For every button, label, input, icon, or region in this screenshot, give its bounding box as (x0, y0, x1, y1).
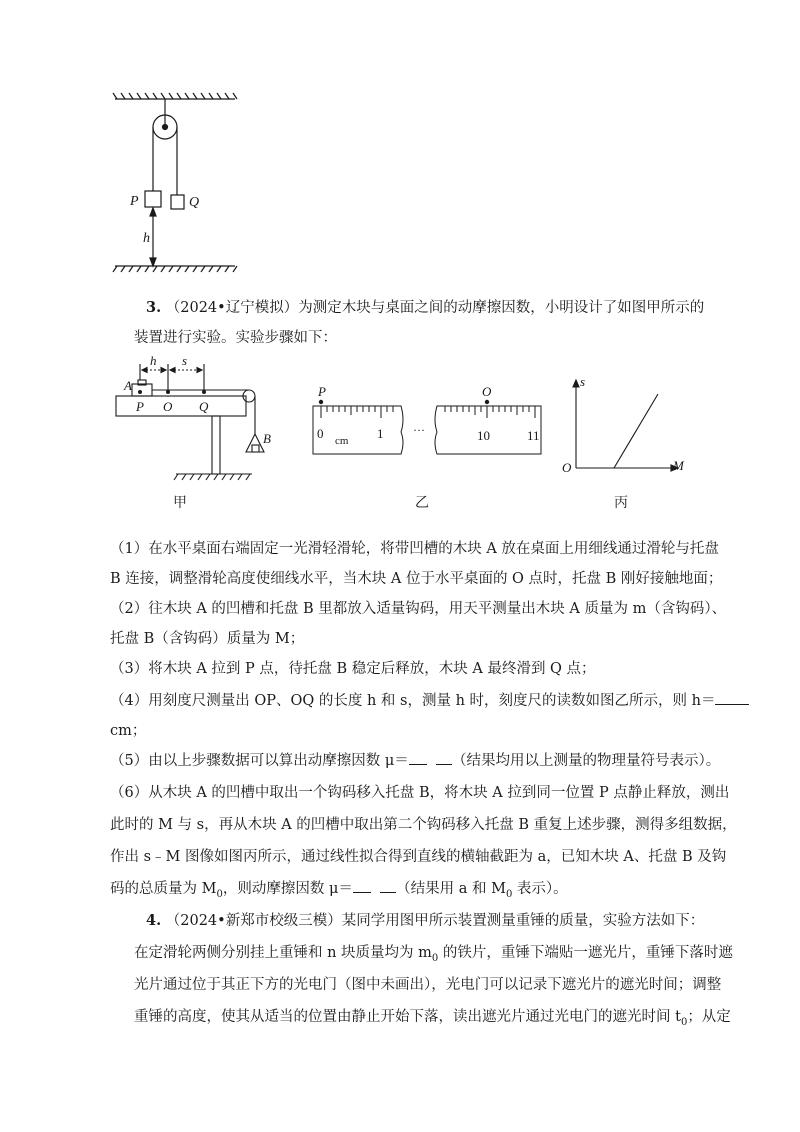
ground-hatch (113, 266, 237, 272)
q3-step4-b: cm； (110, 723, 147, 739)
unit-cm: cm (335, 435, 349, 447)
q4-line2-end: 的铁片，重锤下端贴一遮光片，重锤下落时遮 (438, 945, 733, 961)
subscript-m0: 0 (431, 952, 439, 964)
q3-step6-a: （6）从木块 A 的凹槽中取出一个钩码移入托盘 B，将木块 A 拉到同一位置 P 点静止释放，测出 (110, 785, 730, 801)
q4-line2 (134, 942, 733, 970)
q4-line2-text: 在定滑轮两侧分别挂上重锤和 n 块质量均为 m (134, 945, 432, 961)
tick-11: 11 (527, 428, 540, 443)
q3-step6-d-note: （结果用 a 和 M (396, 881, 506, 897)
q3-step2-a: （2）往木块 A 的凹槽和托盘 B 里都放入适量钩码，用天平测量出木块 A 质量为 m（含钩码）、 (110, 601, 727, 617)
point-o (485, 400, 489, 404)
label-a: A (124, 378, 132, 393)
q3-step5 (110, 750, 720, 772)
tick-0: 0 (317, 426, 324, 441)
q3-step1-b: B 连接，调整滑轮高度使细线水平，当木块 A 位于水平桌面的 O 点时，托盘 B 刚好接触地面； (110, 571, 723, 587)
label-q: Q (189, 195, 200, 210)
q3-intro-line2: 装置进行实验。实验步骤如下： (134, 330, 337, 346)
ceiling-hatch (113, 93, 237, 99)
q3-step6-b: 此时的 M 与 s，再从木块 A 的凹槽中取出第二个钩码移入托盘 B 重复上述步骤，测得多组数据， (110, 817, 737, 833)
q3-intro-1: 为测定木块与桌面之间的动摩擦因数，小明设计了如图甲所示的 (298, 300, 705, 316)
q3-step4-text: （4）用刻度尺测量出 OP、OQ 的长度 h 和 s，测量 h 时，刻度尺的读数如图乙所示，则 h＝ (110, 693, 716, 709)
block-a (132, 384, 152, 396)
point-p (319, 400, 323, 404)
q3-step5-note: （结果均用以上测量的物理量符号表示）。 (451, 753, 721, 769)
label-h: h (150, 353, 157, 368)
figure-yi-ruler (305, 380, 545, 460)
point-q (202, 390, 206, 394)
figure-jia (112, 352, 272, 482)
point-p (138, 390, 142, 394)
q4-number: 4. (146, 912, 162, 929)
q4-line3: 光片通过位于其正下方的光电门（图中未画出），光电门可以记录下遮光片的遮光时间；调整 (134, 977, 722, 993)
label-s: s (182, 353, 188, 368)
tray-b (246, 434, 264, 452)
figure-bing-graph (560, 370, 690, 480)
answer-blank-h[interactable] (715, 690, 749, 705)
q3-step6-d-mu: ，则动摩擦因数 μ＝ (222, 881, 353, 897)
label-p: P (130, 194, 139, 209)
subscript-0b: 0 (505, 888, 513, 900)
block-q (171, 195, 184, 209)
q3-number: 3. (146, 299, 162, 316)
ruler-break: ··· (413, 423, 425, 437)
q3-step4-a (110, 690, 749, 712)
q3-step2-b: 托盘 B（含钩码）质量为 M； (110, 631, 305, 647)
q4-line4-text: 重锤的高度，使其从适当的位置由静止开始下落，读出遮光片通过光电门的遮光时间 t (134, 1009, 681, 1025)
point-o (166, 390, 170, 394)
answer-blank-mu-2a[interactable] (353, 878, 371, 893)
label-q: Q (199, 399, 209, 414)
table-leg (212, 416, 220, 474)
q4-line1 (146, 910, 704, 932)
q3-step3: （3）将木块 A 拉到 P 点，待托盘 B 稳定后释放，木块 A 最终滑到 Q 点； (110, 661, 596, 677)
q4-line4-end: ；从定 (687, 1009, 731, 1025)
label-o: O (163, 399, 173, 414)
origin-o: O (562, 460, 572, 475)
tick-1: 1 (377, 426, 384, 441)
label-p: P (318, 384, 326, 399)
subscript-0: 0 (216, 888, 223, 900)
axis-s: s (580, 374, 586, 389)
fit-line (614, 394, 658, 468)
subscript-t0: 0 (680, 1016, 688, 1028)
answer-blank-mu-1a[interactable] (409, 750, 427, 765)
q3-step1-a: （1）在水平桌面右端固定一光滑轻滑轮，将带凹槽的木块 A 放在桌面上用细线通过滑轮与托盘 (110, 541, 719, 557)
answer-blank-mu-1b[interactable] (436, 750, 452, 765)
ruler-left (313, 406, 403, 454)
q3-step6-d-text: 码的总质量为 M (110, 881, 217, 897)
label-o: O (482, 384, 492, 399)
q3-step6-c: 作出 s﹣M 图像如图丙所示，通过线性拟合得到直线的横轴截距为 a，已知木块 A、托盘 B 及钩 (110, 849, 727, 865)
q3-step6-d-end: 表示）。 (512, 881, 568, 897)
tick-10: 10 (477, 428, 490, 443)
axis-m: M (673, 458, 684, 473)
caption-yi: 乙 (415, 495, 429, 511)
q3-intro-line1 (146, 297, 704, 319)
label-p: P (136, 399, 144, 414)
q4-line1-text: 某同学用图甲所示装置测量重锤的质量，实验方法如下： (341, 913, 705, 929)
caption-jia: 甲 (173, 495, 187, 511)
q3-source: （2024•辽宁模拟） (165, 300, 299, 316)
pulley-figure (105, 85, 245, 275)
block-p (145, 191, 161, 207)
q4-line4 (134, 1006, 731, 1034)
label-h: h (143, 231, 150, 246)
caption-bing: 丙 (614, 495, 628, 511)
q3-step6-d (110, 878, 568, 906)
q3-step5-text: （5）由以上步骤数据可以算出动摩擦因数 μ＝ (110, 753, 409, 769)
q4-source: （2024•新郑市校级三模） (165, 913, 342, 929)
label-b: B (263, 431, 271, 446)
answer-blank-mu-2b[interactable] (380, 878, 396, 893)
